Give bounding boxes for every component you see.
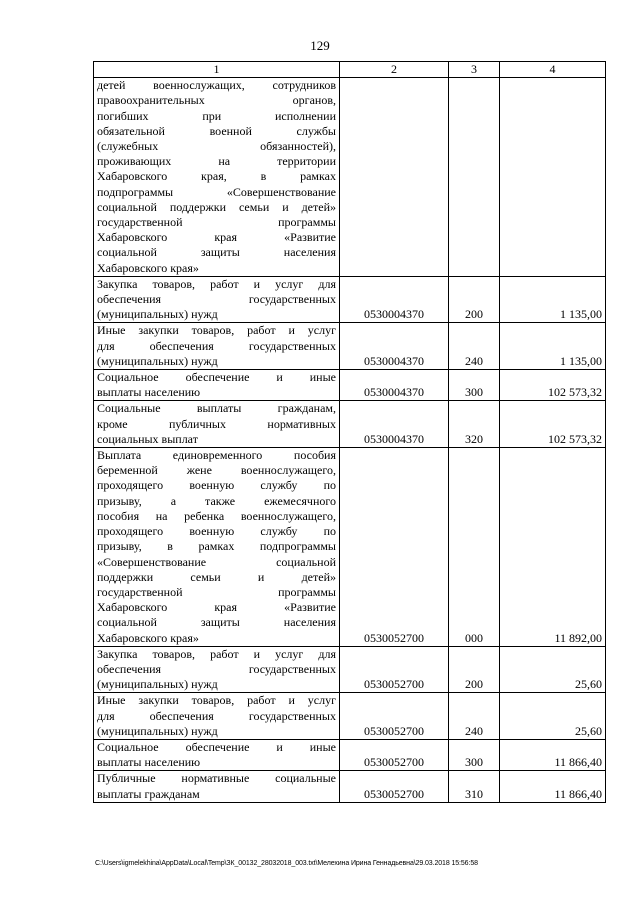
description-line: погибших при исполнении xyxy=(97,108,336,123)
expense-type-code: 310 xyxy=(449,771,500,802)
row-description xyxy=(94,78,340,277)
description-line: государственной программы xyxy=(97,215,336,230)
target-article-code: 0530052700 xyxy=(340,693,449,740)
page-number: 129 xyxy=(310,38,330,53)
description-line: Хабаровского края «Развитие xyxy=(97,230,336,245)
description-line: выплаты гражданам xyxy=(97,786,200,801)
table-row xyxy=(94,276,606,323)
target-article-code: 0530004370 xyxy=(340,276,449,323)
expense-type-code: 300 xyxy=(449,739,500,770)
amount-value: 11 892,00 xyxy=(500,448,606,647)
amount-value: 1 135,00 xyxy=(500,276,606,323)
expense-type-code: 300 xyxy=(449,370,500,401)
description-line: обязательной военной службы xyxy=(97,123,336,138)
description-line: Закупка товаров, работ и услуг для xyxy=(97,276,336,291)
table-row xyxy=(94,693,606,740)
column-header-3: 3 xyxy=(449,62,500,78)
description-line: (служебных обязанностей), xyxy=(97,139,336,154)
description-line: государственной программы xyxy=(97,584,336,599)
description-line: Закупка товаров, работ и услуг для xyxy=(97,646,336,661)
description-line: беременной жене военнослужащего, xyxy=(97,463,336,478)
description-line: проходящего военную службу по xyxy=(97,478,336,493)
table-row xyxy=(94,739,606,770)
description-line: Хабаровского края» xyxy=(97,630,199,645)
description-line: социальной защиты населения xyxy=(97,615,336,630)
amount-value: 11 866,40 xyxy=(500,739,606,770)
description-line: «Совершенствование социальной xyxy=(97,554,336,569)
description-line: (муниципальных) нужд xyxy=(97,307,218,322)
row-description xyxy=(94,401,340,448)
expense-type-code: 240 xyxy=(449,693,500,740)
description-line: поддержки семьи и детей» xyxy=(97,569,336,584)
description-line: (муниципальных) нужд xyxy=(97,353,218,368)
description-line: подпрограммы «Совершенствование xyxy=(97,184,336,199)
footer-file-path: C:\Users\igmelekhina\AppData\Local\Temp\ЗК_00132_28032018_003.txt\Мелехина Ирина Геннадьевна\29.03.2018 15:56:58 xyxy=(95,860,478,867)
table-row xyxy=(94,401,606,448)
description-line: выплаты населению xyxy=(97,385,201,400)
target-article-code xyxy=(340,78,449,277)
description-line: призыву, а также ежемесячного xyxy=(97,493,336,508)
target-article-code: 0530004370 xyxy=(340,370,449,401)
expense-type-code: 240 xyxy=(449,323,500,370)
amount-value: 102 573,32 xyxy=(500,370,606,401)
description-line: Социальное обеспечение и иные xyxy=(97,370,336,385)
amount-value: 25,60 xyxy=(500,646,606,693)
row-description xyxy=(94,448,340,647)
amount-value: 1 135,00 xyxy=(500,323,606,370)
description-line: проходящего военную службу по xyxy=(97,524,336,539)
description-line: правоохранительных органов, xyxy=(97,93,336,108)
description-line: Социальные выплаты гражданам, xyxy=(97,401,336,416)
table-row xyxy=(94,370,606,401)
amount-value: 11 866,40 xyxy=(500,771,606,802)
row-description xyxy=(94,646,340,693)
column-header-1: 1 xyxy=(94,62,340,78)
table-row xyxy=(94,323,606,370)
target-article-code: 0530004370 xyxy=(340,323,449,370)
description-line: проживающих на территории xyxy=(97,154,336,169)
description-line: Публичные нормативные социальные xyxy=(97,771,336,786)
target-article-code: 0530052700 xyxy=(340,448,449,647)
table-row xyxy=(94,78,606,277)
target-article-code: 0530052700 xyxy=(340,771,449,802)
description-line: выплаты населению xyxy=(97,755,201,770)
description-line: для обеспечения государственных xyxy=(97,708,336,723)
description-line: (муниципальных) нужд xyxy=(97,677,218,692)
description-line: Выплата единовременного пособия xyxy=(97,448,336,463)
column-header-4: 4 xyxy=(500,62,606,78)
budget-table xyxy=(93,61,606,803)
description-line: Социальное обеспечение и иные xyxy=(97,739,336,754)
table-row xyxy=(94,646,606,693)
target-article-code: 0530004370 xyxy=(340,401,449,448)
table-body xyxy=(94,78,606,803)
expense-type-code xyxy=(449,78,500,277)
description-line: обеспечения государственных xyxy=(97,661,336,676)
description-line: Хабаровского края» xyxy=(97,260,199,275)
amount-value xyxy=(500,78,606,277)
column-header-2: 2 xyxy=(340,62,449,78)
description-line: социальной защиты населения xyxy=(97,245,336,260)
description-line: призыву, в рамках подпрограммы xyxy=(97,539,336,554)
row-description xyxy=(94,323,340,370)
description-line: для обеспечения государственных xyxy=(97,338,336,353)
expense-type-code: 200 xyxy=(449,276,500,323)
row-description xyxy=(94,771,340,802)
description-line: детей военнослужащих, сотрудников xyxy=(97,78,336,93)
description-line: Хабаровского края «Развитие xyxy=(97,600,336,615)
target-article-code: 0530052700 xyxy=(340,739,449,770)
description-line: кроме публичных нормативных xyxy=(97,416,336,431)
description-line: обеспечения государственных xyxy=(97,292,336,307)
description-line: Иные закупки товаров, работ и услуг xyxy=(97,323,336,338)
row-description xyxy=(94,693,340,740)
description-line: пособия на ребенка военнослужащего, xyxy=(97,508,336,523)
table-header-row xyxy=(94,62,606,78)
expense-type-code: 000 xyxy=(449,448,500,647)
row-description xyxy=(94,370,340,401)
expense-type-code: 320 xyxy=(449,401,500,448)
amount-value: 25,60 xyxy=(500,693,606,740)
description-line: Иные закупки товаров, работ и услуг xyxy=(97,693,336,708)
row-description xyxy=(94,276,340,323)
target-article-code: 0530052700 xyxy=(340,646,449,693)
row-description xyxy=(94,739,340,770)
description-line: социальной поддержки семьи и детей» xyxy=(97,199,336,214)
table-row xyxy=(94,771,606,802)
expense-type-code: 200 xyxy=(449,646,500,693)
description-line: Хабаровского края, в рамках xyxy=(97,169,336,184)
description-line: (муниципальных) нужд xyxy=(97,723,218,738)
amount-value: 102 573,32 xyxy=(500,401,606,448)
table-row xyxy=(94,448,606,647)
description-line: социальных выплат xyxy=(97,431,198,446)
